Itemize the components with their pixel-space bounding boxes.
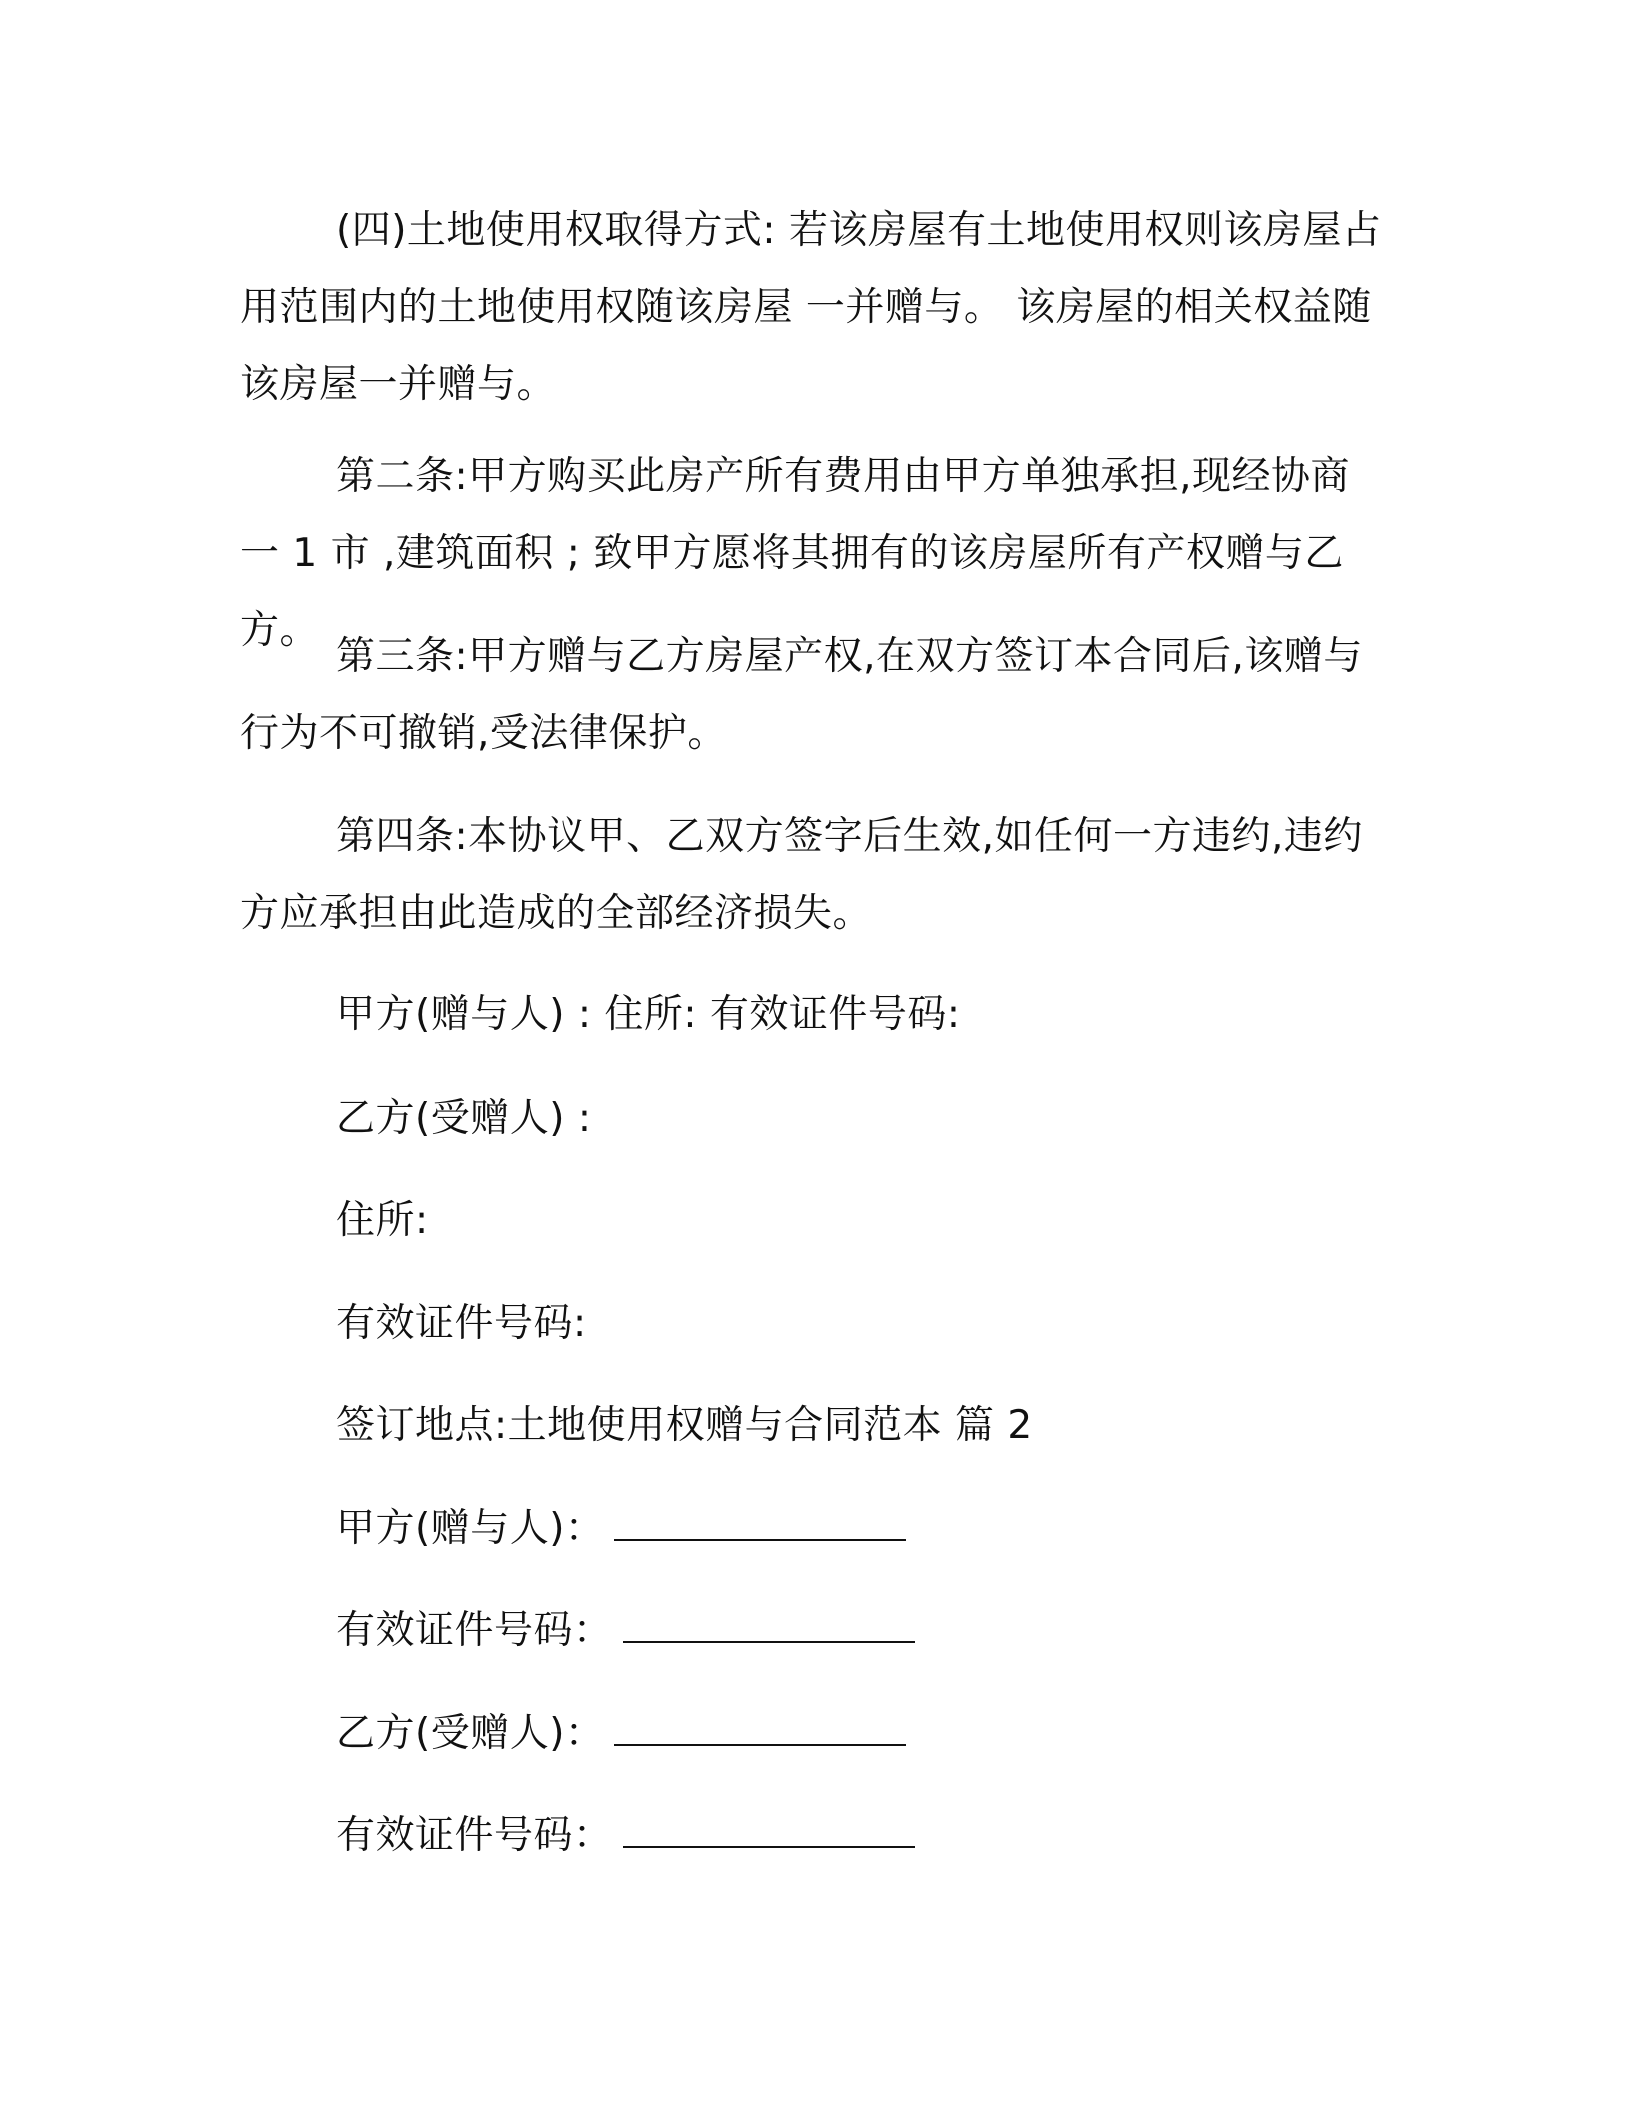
- paragraph-article-3: 第三条:甲方赠与乙方房屋产权,在双方签订本合同后,该赠与 行为不可撤销,受法律保护。: [240, 634, 1363, 756]
- fill-in-blank[interactable]: [614, 1505, 906, 1541]
- address-label: 住所:: [336, 1198, 429, 1243]
- fill-in-blank[interactable]: [614, 1710, 906, 1746]
- form-label: 有效证件号码：: [336, 1608, 613, 1653]
- paragraph-land-use-right: (四)土地使用权取得方式: 若该房屋有土地使用权则该房屋占用范围内的土地使用权随该房屋 一并赠与。 该房屋的相关权益随该房屋一并赠与。: [240, 208, 1382, 407]
- id-number-label: 有效证件号码:: [336, 1301, 587, 1346]
- fill-in-blank[interactable]: [623, 1607, 915, 1643]
- form-label: 甲方(赠与人)：: [336, 1506, 605, 1551]
- form-row-party-b: [336, 1709, 906, 1759]
- paragraph-article-2: 第二条:甲方购买此房产所有费用由甲方单独承担,现经协商一 1 市 ,建筑面积 ; 致甲方愿将其拥有的该房屋所有产权赠与乙方。: [240, 454, 1351, 653]
- signing-place-line: 签订地点:土地使用权赠与合同范本 篇 2: [336, 1403, 1033, 1448]
- fill-in-blank[interactable]: [623, 1812, 915, 1848]
- form-row-party-b-id: [336, 1811, 915, 1861]
- party-b-label: 乙方(受赠人) :: [336, 1096, 592, 1141]
- paragraph-article-4: 第四条:本协议甲、乙双方签字后生效,如任何一方违约,违约 方应承担由此造成的全部经济损失。: [240, 814, 1363, 936]
- form-label: 乙方(受赠人)：: [336, 1711, 605, 1756]
- form-label: 有效证件号码：: [336, 1813, 613, 1858]
- party-a-info-line: 甲方(赠与人) : 住所: 有效证件号码:: [336, 992, 961, 1037]
- form-row-party-a: [336, 1504, 906, 1554]
- form-row-party-a-id: [336, 1606, 915, 1656]
